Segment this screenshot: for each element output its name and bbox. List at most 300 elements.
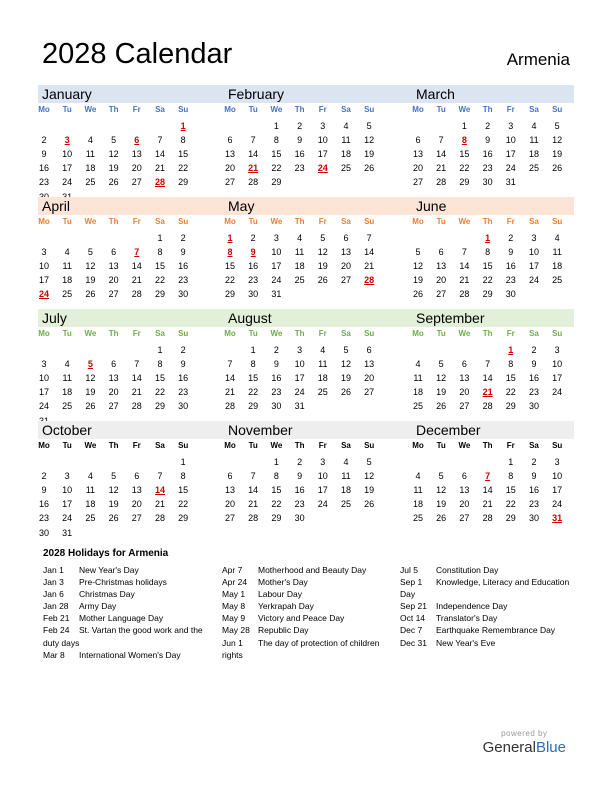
holiday-name: New Year's Eve (436, 637, 496, 648)
day-cell: 19 (552, 149, 563, 160)
day-cell: 4 (64, 247, 70, 258)
day-cell: 11 (62, 261, 72, 272)
day-cell: 11 (413, 373, 423, 384)
day-cell: 30 (294, 513, 305, 524)
holiday-date: Apr 7 (222, 565, 243, 575)
day-cell: 30 (178, 401, 189, 412)
day-cell: 17 (552, 373, 563, 384)
day-cell: 20 (224, 163, 235, 174)
weekday-label: Th (108, 441, 119, 450)
day-cell: 18 (62, 275, 73, 286)
day-cell: 12 (108, 149, 119, 160)
weekday-label: We (270, 441, 283, 450)
day-cell: 23 (505, 275, 516, 286)
holiday-date: Dec 31 (400, 637, 427, 648)
day-cell: 16 (294, 485, 305, 496)
holiday-item (43, 649, 215, 661)
day-cell: 10 (317, 471, 328, 482)
day-cell: 13 (436, 261, 447, 272)
day-cell: 22 (271, 499, 282, 510)
day-cell: 28 (436, 177, 447, 188)
day-cell: 26 (108, 513, 119, 524)
day-cell: 25 (528, 163, 539, 174)
day-cell: 2 (41, 471, 47, 482)
day-cell: 9 (180, 359, 186, 370)
day-cell: 29 (248, 401, 259, 412)
day-cell: 21 (436, 163, 447, 174)
day-cell: 8 (250, 359, 256, 370)
day-cell: 9 (531, 471, 537, 482)
day-cell: 10 (294, 359, 305, 370)
weekday-label: Fr (318, 441, 327, 450)
month-january (38, 85, 198, 195)
holiday-date: May 9 (222, 613, 246, 624)
weekday-label: Tu (436, 105, 446, 114)
weekday-label: Su (364, 329, 375, 338)
day-cell: 7 (134, 359, 140, 370)
day-cell: 13 (108, 261, 119, 272)
day-cell: 14 (436, 149, 447, 160)
holiday-date: Oct 14 (400, 613, 426, 624)
day-cell: 19 (85, 275, 96, 286)
day-cell: 7 (227, 359, 233, 370)
holiday-date: Jan 1 (43, 565, 64, 575)
day-cell: 13 (459, 373, 470, 384)
day-cell: 12 (340, 359, 351, 370)
holiday-name: Army Day (79, 601, 117, 612)
day-cell: 2 (250, 233, 256, 243)
holiday-item (400, 612, 575, 624)
day-cell: 21 (154, 499, 165, 510)
month-name (412, 309, 572, 327)
day-cell: 13 (364, 359, 375, 370)
weekday-label: Th (482, 329, 493, 338)
weekday-label: Mo (38, 441, 50, 450)
day-cell: 19 (108, 499, 119, 510)
month-april (38, 197, 198, 307)
weekday-label: We (458, 105, 471, 114)
day-cell: 3 (554, 345, 560, 355)
day-cell: 24 (505, 163, 516, 174)
weekday-label: Tu (248, 105, 258, 114)
holiday-item (222, 612, 394, 624)
day-cell: 27 (224, 513, 235, 524)
holiday-item (43, 588, 215, 600)
day-cell: 26 (552, 163, 563, 174)
holiday-day: 28 (364, 275, 375, 286)
day-cell: 5 (366, 457, 372, 467)
day-cell: 25 (62, 289, 73, 300)
day-cell: 7 (438, 135, 444, 146)
weekday-label: Mo (38, 329, 50, 338)
weekday-label: Mo (412, 329, 424, 338)
day-cell: 29 (178, 513, 189, 524)
weekday-label: Su (552, 105, 563, 114)
weekday-label: Fr (132, 329, 141, 338)
holiday-date: Sep 21 (400, 601, 427, 612)
holiday-day: 24 (317, 163, 328, 174)
day-cell: 2 (273, 345, 279, 355)
day-cell: 17 (271, 261, 282, 272)
day-cell: 14 (482, 373, 493, 384)
day-cell: 23 (482, 163, 493, 174)
day-cell: 29 (154, 401, 165, 412)
weekday-label: Tu (62, 329, 72, 338)
weekday-label: Tu (436, 441, 446, 450)
day-cell: 12 (85, 373, 96, 384)
day-cell: 12 (317, 247, 328, 258)
holiday-name: St. Vartan the good work and the duty days (43, 625, 203, 648)
weekday-label: Th (482, 441, 493, 450)
day-cell: 26 (85, 289, 96, 300)
holiday-day: 28 (154, 177, 165, 188)
month-name (224, 309, 384, 327)
day-cell: 15 (505, 373, 516, 384)
day-cell: 8 (485, 247, 491, 258)
month-name-text: November (228, 422, 293, 438)
brand-logo (483, 729, 566, 756)
day-cell: 5 (87, 247, 93, 258)
day-cell: 22 (224, 275, 235, 286)
holiday-item (400, 564, 575, 576)
day-cell: 17 (62, 163, 73, 174)
holiday-item (222, 624, 394, 636)
day-cell: 16 (178, 261, 189, 272)
day-cell: 12 (108, 485, 119, 496)
weekday-label: We (270, 329, 283, 338)
day-cell: 16 (505, 261, 516, 272)
holiday-day: 8 (227, 247, 233, 258)
day-cell: 28 (248, 177, 259, 188)
day-cell: 30 (178, 289, 189, 300)
holiday-name: Mother's Day (258, 577, 308, 588)
day-cell: 19 (340, 373, 351, 384)
weekday-label: Fr (506, 441, 515, 450)
day-cell: 6 (415, 135, 421, 146)
day-cell: 8 (157, 359, 163, 370)
day-cell: 23 (294, 499, 305, 510)
weekday-label: Su (364, 441, 375, 450)
day-cell: 25 (85, 513, 96, 524)
holiday-name: Republic Day (258, 625, 309, 636)
holiday-day: 14 (154, 485, 165, 496)
day-cell: 7 (485, 359, 491, 370)
weekday-label: Fr (132, 105, 141, 114)
day-cell: 28 (482, 513, 493, 524)
day-cell: 19 (412, 275, 423, 286)
day-cell: 20 (412, 163, 423, 174)
weekday-label: We (270, 217, 283, 226)
day-cell: 18 (528, 149, 539, 160)
day-cell: 15 (505, 485, 516, 496)
day-cell: 12 (436, 485, 447, 496)
holiday-item (400, 576, 575, 600)
day-cell: 23 (178, 275, 189, 286)
holiday-date: May 1 (222, 589, 246, 600)
weekday-label: Sa (341, 441, 351, 450)
day-cell: 1 (250, 345, 256, 355)
day-cell: 4 (320, 345, 326, 355)
holiday-column (222, 564, 394, 661)
holiday-item (222, 576, 394, 588)
weekday-label: Sa (155, 441, 165, 450)
day-cell: 23 (271, 387, 282, 398)
holiday-day: 8 (461, 135, 467, 146)
day-cell: 25 (62, 401, 73, 412)
day-cell: 16 (248, 261, 259, 272)
holiday-date: Mar 8 (43, 649, 65, 660)
day-cell: 30 (528, 513, 539, 524)
holiday-date: Jan 6 (43, 589, 64, 600)
day-cell: 10 (528, 247, 539, 258)
weekday-label: Fr (506, 217, 515, 226)
day-cell: 27 (108, 401, 119, 412)
day-cell: 6 (227, 471, 233, 482)
weekday-label: Mo (224, 217, 236, 226)
day-cell: 12 (436, 373, 447, 384)
holiday-day: 3 (64, 135, 70, 146)
day-cell: 14 (482, 485, 493, 496)
day-cell: 25 (552, 275, 563, 286)
day-cell: 3 (41, 359, 47, 370)
month-may (224, 197, 384, 307)
day-cell: 28 (459, 289, 470, 300)
day-cell: 6 (227, 135, 233, 146)
weekday-label: Su (552, 441, 563, 450)
day-cell: 4 (531, 121, 537, 131)
weekday-label: We (270, 105, 283, 114)
month-name-text: September (416, 310, 485, 326)
month-name (412, 197, 572, 215)
day-cell: 17 (38, 275, 49, 286)
day-cell: 30 (271, 401, 282, 412)
day-cell: 13 (131, 485, 142, 496)
holiday-name: Yerkrapah Day (258, 601, 314, 612)
day-cell: 19 (317, 261, 328, 272)
day-cell: 30 (38, 527, 49, 538)
day-cell: 20 (224, 499, 235, 510)
day-cell: 11 (341, 135, 351, 146)
holiday-name: Mother Language Day (79, 613, 164, 624)
day-cell: 7 (157, 471, 163, 482)
day-cell: 4 (415, 471, 421, 482)
day-cell: 21 (224, 387, 235, 398)
weekday-label: Tu (248, 329, 258, 338)
weekday-label: Sa (155, 217, 165, 226)
month-name-text: March (416, 86, 455, 102)
weekday-label: Tu (62, 217, 72, 226)
day-cell: 9 (485, 135, 491, 146)
weekday-label: Sa (529, 441, 539, 450)
day-cell: 20 (459, 499, 470, 510)
holiday-day: 7 (485, 471, 491, 482)
month-december (412, 421, 572, 531)
day-cell: 5 (111, 135, 117, 146)
day-cell: 23 (178, 387, 189, 398)
weekday-label: Th (482, 105, 493, 114)
day-cell: 8 (508, 359, 514, 370)
day-cell: 26 (364, 499, 375, 510)
day-cell: 18 (85, 163, 96, 174)
day-cell: 3 (41, 247, 47, 258)
holiday-day: 6 (134, 135, 140, 146)
weekday-label: Sa (155, 329, 165, 338)
holiday-name: Knowledge, Literacy and Education Day (400, 577, 570, 600)
holiday-date: May 28 (222, 625, 250, 636)
day-cell: 25 (340, 499, 351, 510)
day-cell: 19 (436, 387, 447, 398)
day-cell: 29 (271, 513, 282, 524)
weekday-label: Sa (341, 329, 351, 338)
weekday-label: Fr (132, 441, 141, 450)
month-september (412, 309, 572, 419)
day-cell: 4 (64, 359, 70, 370)
day-cell: 25 (412, 401, 423, 412)
day-cell: 26 (108, 177, 119, 188)
day-cell: 4 (343, 457, 349, 467)
holiday-day: 5 (87, 359, 93, 370)
page-title: 2028 Calendar (42, 38, 233, 70)
day-cell: 29 (459, 177, 470, 188)
day-cell: 16 (528, 373, 539, 384)
holiday-item (222, 637, 394, 661)
holiday-column (400, 564, 575, 649)
holiday-name: The day of protection of children rights (222, 637, 380, 660)
weekday-label: Sa (529, 329, 539, 338)
day-cell: 27 (131, 177, 142, 188)
day-cell: 11 (318, 359, 328, 370)
day-cell: 2 (180, 345, 186, 355)
holiday-date: Jan 3 (43, 577, 64, 588)
day-cell: 15 (459, 149, 470, 160)
day-cell: 17 (317, 485, 328, 496)
day-cell: 13 (340, 247, 351, 258)
day-cell: 10 (271, 247, 282, 258)
calendar-grid (38, 85, 574, 538)
day-cell: 16 (294, 149, 305, 160)
day-cell: 3 (273, 233, 279, 243)
weekday-label: Su (552, 329, 563, 338)
day-cell: 5 (320, 233, 326, 243)
day-cell: 18 (412, 499, 423, 510)
day-cell: 18 (294, 261, 305, 272)
holiday-day: 24 (38, 289, 49, 300)
day-cell: 9 (297, 471, 303, 482)
day-cell: 18 (317, 373, 328, 384)
day-cell: 3 (320, 121, 326, 131)
day-cell: 19 (108, 163, 119, 174)
holiday-day: 31 (552, 513, 563, 524)
weekday-label: We (84, 105, 97, 114)
day-cell: 18 (340, 149, 351, 160)
holiday-date: Jan 28 (43, 601, 69, 612)
day-cell: 9 (180, 247, 186, 258)
day-cell: 4 (554, 233, 560, 243)
day-cell: 26 (317, 275, 328, 286)
holiday-item (400, 624, 575, 636)
day-cell: 20 (108, 275, 119, 286)
holiday-day: 1 (508, 345, 514, 355)
day-cell: 1 (508, 457, 514, 467)
day-cell: 14 (224, 373, 235, 384)
weekday-label: Fr (318, 329, 327, 338)
day-cell: 6 (111, 247, 117, 258)
day-cell: 11 (413, 485, 423, 496)
holiday-column (43, 564, 215, 661)
day-cell: 29 (178, 177, 189, 188)
day-cell: 6 (111, 359, 117, 370)
day-cell: 31 (294, 401, 305, 412)
day-cell: 6 (134, 471, 140, 482)
month-name (412, 421, 572, 439)
day-cell: 6 (343, 233, 349, 243)
day-cell: 15 (482, 261, 493, 272)
holiday-name: Independence Day (436, 601, 508, 612)
holiday-name: Earthquake Remembrance Day (436, 625, 556, 636)
day-cell: 23 (38, 177, 49, 188)
day-cell: 3 (508, 121, 514, 131)
day-cell: 11 (85, 149, 96, 160)
day-cell: 24 (552, 387, 563, 398)
brand-name: GeneralBlue (482, 739, 566, 756)
day-cell: 24 (62, 513, 73, 524)
weekday-label: Su (178, 329, 189, 338)
day-cell: 24 (317, 499, 328, 510)
day-cell: 5 (438, 359, 444, 370)
day-cell: 10 (62, 149, 73, 160)
day-cell: 22 (154, 275, 165, 286)
day-cell: 29 (271, 177, 282, 188)
day-cell: 3 (64, 471, 70, 482)
day-cell: 7 (366, 233, 372, 243)
day-cell: 17 (505, 149, 516, 160)
day-cell: 27 (459, 401, 470, 412)
day-cell: 22 (459, 163, 470, 174)
day-cell: 1 (273, 121, 279, 131)
day-cell: 27 (364, 387, 375, 398)
day-cell: 1 (461, 121, 467, 131)
day-cell: 2 (297, 457, 303, 467)
day-cell: 30 (505, 289, 516, 300)
day-cell: 26 (85, 401, 96, 412)
month-february (224, 85, 384, 195)
day-cell: 27 (459, 513, 470, 524)
day-cell: 27 (340, 275, 351, 286)
day-cell: 24 (38, 401, 49, 412)
day-cell: 2 (508, 233, 514, 243)
day-cell: 11 (85, 485, 96, 496)
day-cell: 29 (224, 289, 235, 300)
day-cell: 30 (528, 401, 539, 412)
day-cell: 30 (248, 289, 259, 300)
weekday-label: Su (364, 105, 375, 114)
day-cell: 14 (364, 247, 375, 258)
day-cell: 26 (412, 289, 423, 300)
day-cell: 15 (271, 149, 282, 160)
day-cell: 23 (528, 387, 539, 398)
weekday-label: Th (294, 105, 305, 114)
day-cell: 12 (364, 135, 375, 146)
holiday-date: Sep 1 (400, 577, 423, 588)
holiday-day: 1 (180, 121, 186, 131)
weekday-label: We (84, 329, 97, 338)
weekday-label: We (84, 217, 97, 226)
day-cell: 2 (297, 121, 303, 131)
powered-by-text: powered by (501, 729, 548, 738)
weekday-label: Sa (341, 217, 351, 226)
weekday-label: Fr (132, 217, 141, 226)
day-cell: 28 (131, 289, 142, 300)
